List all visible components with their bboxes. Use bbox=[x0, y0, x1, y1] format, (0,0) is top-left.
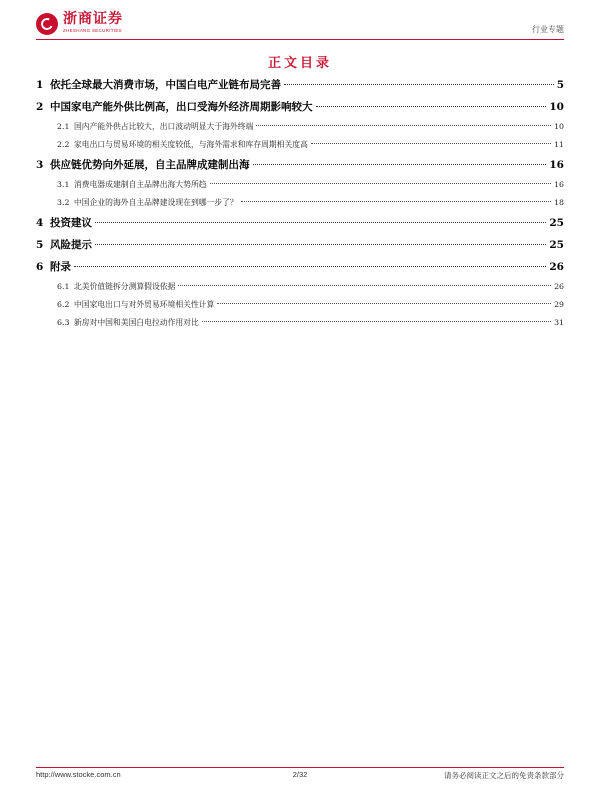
toc-entry-title: 供应链优势向外延展，自主品牌成建制出海 bbox=[50, 159, 250, 171]
toc-entry-title: 中国家电出口与对外贸易环境相关性计算 bbox=[74, 300, 215, 309]
toc-entry-title: 投资建议 bbox=[50, 217, 92, 229]
toc-entry-page: 29 bbox=[554, 300, 564, 309]
toc-entry-page: 18 bbox=[554, 198, 564, 207]
toc-entry-page: 25 bbox=[549, 239, 564, 251]
logo-cn-text: 浙商证券 bbox=[63, 11, 123, 27]
footer-url-link[interactable]: http://www.stocke.com.cn bbox=[36, 770, 121, 779]
toc-entry-page: 10 bbox=[549, 101, 564, 113]
toc-entry-title: 附录 bbox=[50, 261, 71, 273]
toc-subentry[interactable]: 2.2 家电出口与贸易环境的相关度较低，与海外需求和库存周期相关度高 11 bbox=[36, 136, 564, 154]
logo-mark-icon bbox=[36, 13, 58, 35]
toc-entry[interactable]: 5 风险提示 25 bbox=[36, 234, 564, 256]
toc-subentry[interactable]: 2.1 国内产能外供占比较大，出口波动明显大于海外终端 10 bbox=[36, 118, 564, 136]
dot-leader bbox=[316, 106, 547, 107]
dot-leader bbox=[202, 321, 551, 322]
toc-entry-title: 中国企业的海外自主品牌建设现在到哪一步了？ bbox=[74, 198, 238, 207]
toc-entry-page: 31 bbox=[554, 318, 564, 327]
toc-subentry[interactable]: 6.1 北美价值链拆分测算假设依据 26 bbox=[36, 278, 564, 296]
dot-leader bbox=[95, 244, 546, 245]
toc-entry-title: 消费电器成建制自主品牌出海大势所趋 bbox=[74, 180, 207, 189]
toc-entry-title: 北美价值链拆分测算假设依据 bbox=[74, 282, 176, 291]
toc-entry-page: 16 bbox=[549, 159, 564, 171]
toc-subentry[interactable]: 6.2 中国家电出口与对外贸易环境相关性计算 29 bbox=[36, 296, 564, 314]
dot-leader bbox=[74, 266, 546, 267]
toc-entry[interactable]: 6 附录 26 bbox=[36, 256, 564, 278]
page-header bbox=[36, 10, 564, 40]
dot-leader bbox=[241, 201, 551, 202]
toc-entry-title: 国内产能外供占比较大，出口波动明显大于海外终端 bbox=[74, 122, 254, 131]
footer-divider bbox=[36, 767, 564, 768]
logo-en-text: ZHESHANG SECURITIES bbox=[63, 28, 122, 33]
toc-entry-page: 26 bbox=[549, 261, 564, 273]
toc-entry-title: 中国家电产能外供比例高，出口受海外经济周期影响较大 bbox=[50, 101, 313, 113]
toc-entry[interactable]: 3 供应链优势向外延展，自主品牌成建制出海 16 bbox=[36, 154, 564, 176]
toc-entry[interactable]: 1 依托全球最大消费市场，中国白电产业链布局完善 5 bbox=[36, 74, 564, 96]
page-footer bbox=[36, 770, 564, 784]
toc-subentry[interactable]: 3.1 消费电器成建制自主品牌出海大势所趋 16 bbox=[36, 176, 564, 194]
page-number: 2/32 bbox=[292, 770, 308, 779]
toc-entry-page: 16 bbox=[554, 180, 564, 189]
dot-leader bbox=[178, 285, 551, 286]
section-tag: 行业专题 bbox=[532, 25, 564, 34]
toc-entry-title: 新房对中国和美国白电拉动作用对比 bbox=[74, 318, 199, 327]
dot-leader bbox=[284, 84, 554, 85]
dot-leader bbox=[217, 303, 551, 304]
toc-entry-page: 10 bbox=[554, 122, 564, 131]
toc-subentry[interactable]: 3.2 中国企业的海外自主品牌建设现在到哪一步了？ 18 bbox=[36, 194, 564, 212]
toc-entry-page: 26 bbox=[554, 282, 564, 291]
dot-leader bbox=[210, 183, 552, 184]
table-of-contents bbox=[36, 74, 564, 332]
toc-subentry[interactable]: 6.3 新房对中国和美国白电拉动作用对比 31 bbox=[36, 314, 564, 332]
toc-entry-page: 5 bbox=[556, 79, 564, 91]
toc-entry[interactable]: 2 中国家电产能外供比例高，出口受海外经济周期影响较大 10 bbox=[36, 96, 564, 118]
header-divider bbox=[36, 39, 564, 40]
toc-entry-title: 风险提示 bbox=[50, 239, 92, 251]
toc-entry-title: 依托全球最大消费市场，中国白电产业链布局完善 bbox=[50, 79, 281, 91]
dot-leader bbox=[311, 143, 551, 144]
toc-entry-page: 25 bbox=[549, 217, 564, 229]
disclaimer-note: 请务必阅读正文之后的免责条款部分 bbox=[444, 771, 564, 780]
toc-entry-page: 11 bbox=[554, 140, 564, 149]
company-logo bbox=[36, 10, 123, 40]
toc-entry[interactable]: 4 投资建议 25 bbox=[36, 212, 564, 234]
toc-title: 正文目录 bbox=[267, 56, 332, 71]
dot-leader bbox=[95, 222, 546, 223]
dot-leader bbox=[256, 125, 551, 126]
toc-entry-title: 家电出口与贸易环境的相关度较低，与海外需求和库存周期相关度高 bbox=[74, 140, 308, 149]
dot-leader bbox=[253, 164, 547, 165]
